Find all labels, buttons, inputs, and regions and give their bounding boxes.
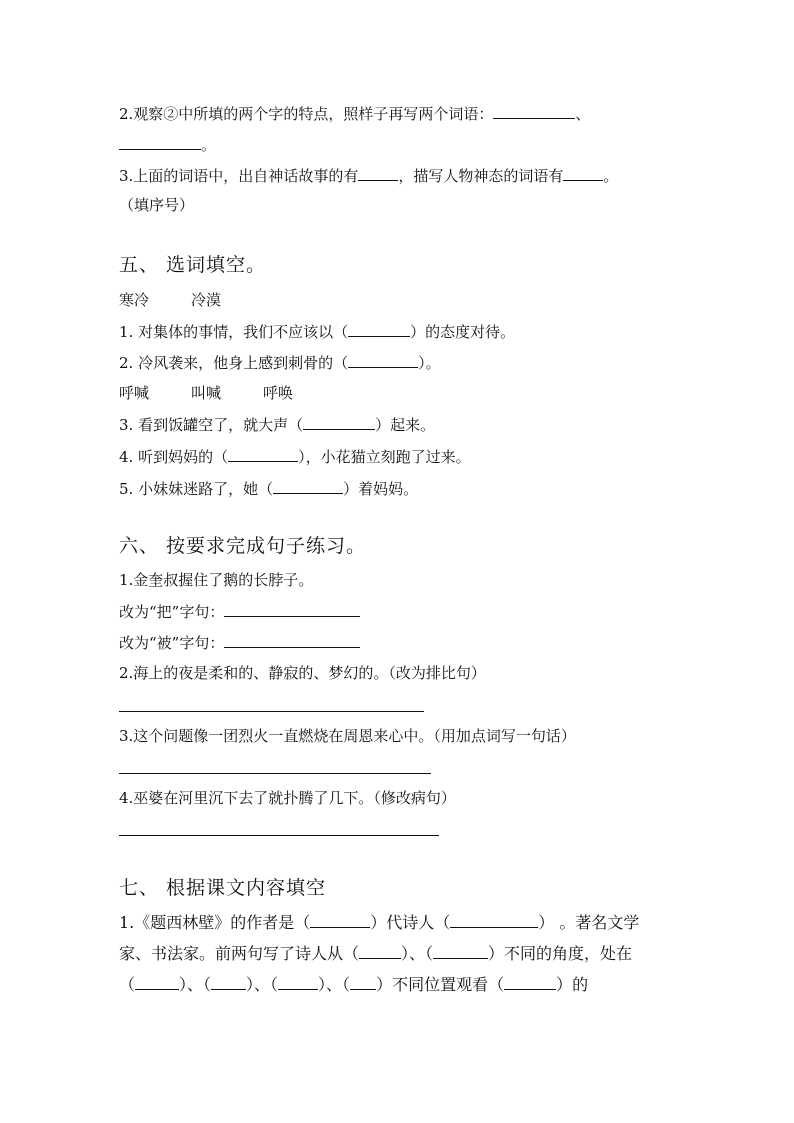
s7-line2 (119, 943, 674, 965)
answer-blank[interactable] (348, 321, 410, 337)
s7-text: 家、书法家。前两句写了诗人从（ (119, 944, 360, 963)
s6-item1-bei-label: 改为“被”字句： (119, 634, 225, 652)
word-option: 呼喊 (119, 384, 150, 402)
word-bank-2 (119, 383, 674, 403)
answer-blank[interactable] (119, 134, 201, 150)
s5-item1 (119, 321, 674, 342)
q4-item3-note: （填序号） (119, 196, 195, 214)
answer-blank[interactable] (273, 478, 343, 494)
s7-text: ）、（ (179, 975, 212, 994)
answer-blank[interactable] (450, 912, 538, 928)
s5-item2-text-b: ）。 (418, 354, 441, 372)
q4-item3-text-b: ，描写人物神态的词语有 (398, 167, 564, 185)
period: 。 (603, 167, 619, 185)
q4-item3-text-a: 3.上面的词语中，出自神话故事的有 (119, 167, 359, 185)
answer-blank[interactable] (310, 912, 370, 928)
s5-item5 (119, 478, 674, 499)
s7-text: ）的 (556, 975, 589, 994)
word-option: 冷漠 (191, 291, 222, 309)
answer-blank[interactable] (135, 974, 179, 990)
section-5-heading: 五、 选词填空。 (119, 254, 267, 276)
word-bank-1 (119, 290, 674, 310)
s5-item3-text-b: ）起来。 (375, 416, 436, 434)
answer-blank[interactable] (350, 974, 376, 990)
s5-item4 (119, 446, 674, 467)
separator: 、 (575, 105, 591, 123)
word-option: 寒冷 (119, 291, 150, 309)
answer-blank[interactable] (348, 352, 418, 368)
answer-line[interactable] (119, 773, 431, 774)
answer-blank[interactable] (563, 165, 603, 181)
s7-text: ）不同的角度，处在 (488, 944, 633, 963)
s6-item1-bei (119, 632, 674, 653)
s6-item3: 3.这个问题像一团烈火一直燃烧在周恩来心中。（用加点词写一句话） (119, 727, 576, 745)
section-6-heading: 六、 按要求完成句子练习。 (119, 535, 367, 557)
s7-text: ）、（ (246, 975, 279, 994)
s5-item3 (119, 414, 674, 435)
answer-blank[interactable] (278, 974, 318, 990)
s5-item4-text-a: 4. 听到妈妈的（ (119, 448, 229, 466)
s7-text: ）、（ (401, 944, 434, 963)
s6-item1-ba (119, 601, 674, 622)
s6-item4: 4.巫婆在河里沉下去了就扑腾了几下。（修改病句） (119, 789, 456, 807)
answer-blank[interactable] (224, 601, 360, 617)
answer-blank[interactable] (493, 103, 575, 119)
s7-text: ）、（ (318, 975, 351, 994)
s5-item2-text-a: 2. 冷风袭来，他身上感到刺骨的（ (119, 354, 349, 372)
s6-item2: 2.海上的夜是柔和的、静寂的、梦幻的。（改为排比句） (119, 664, 486, 682)
word-option: 呼唤 (263, 384, 294, 402)
s7-text: ）不同位置观看（ (376, 975, 505, 994)
answer-blank[interactable] (224, 632, 360, 648)
s6-item1-ba-label: 改为“把”字句： (119, 603, 225, 621)
answer-blank[interactable] (211, 974, 246, 990)
s5-item1-text-a: 1. 对集体的事情，我们不应该以（ (119, 323, 349, 341)
period: 。 (201, 136, 217, 154)
s5-item4-text-b: ），小花猫立刻跑了过来。 (298, 448, 471, 466)
section-7-heading: 七、 根据课文内容填空 (119, 877, 327, 899)
answer-blank[interactable] (228, 446, 298, 462)
s7-text: 1.《题西林壁》的作者是（ (119, 913, 311, 932)
q4-item2-cont (119, 134, 674, 155)
s7-text: ） 。著名文学 (538, 913, 640, 932)
s5-item5-text-a: 5. 小妹妹迷路了，她（ (119, 480, 274, 498)
s7-text: ）代诗人（ (370, 913, 451, 932)
q4-item2-text: 2.观察②中所填的两个字的特点，照样子再写两个词语： (119, 105, 494, 123)
s7-line3 (119, 974, 674, 996)
q4-item2 (119, 103, 674, 124)
answer-blank[interactable] (504, 974, 556, 990)
s7-line1 (119, 912, 674, 934)
answer-blank[interactable] (359, 943, 401, 959)
answer-line[interactable] (119, 711, 424, 712)
s5-item3-text-a: 3. 看到饭罐空了，就大声（ (119, 416, 304, 434)
answer-blank[interactable] (358, 165, 398, 181)
answer-blank[interactable] (303, 414, 375, 430)
q4-item3 (119, 165, 674, 186)
s6-item1: 1.金奎叔握住了鹅的长脖子。 (119, 571, 314, 589)
word-option: 叫喊 (191, 384, 222, 402)
s7-text: （ (119, 975, 136, 994)
answer-blank[interactable] (433, 943, 488, 959)
s5-item5-text-b: ）着妈妈。 (343, 480, 419, 498)
answer-line[interactable] (119, 835, 439, 836)
s5-item2 (119, 352, 674, 373)
s5-item1-text-b: ）的态度对待。 (410, 323, 516, 341)
